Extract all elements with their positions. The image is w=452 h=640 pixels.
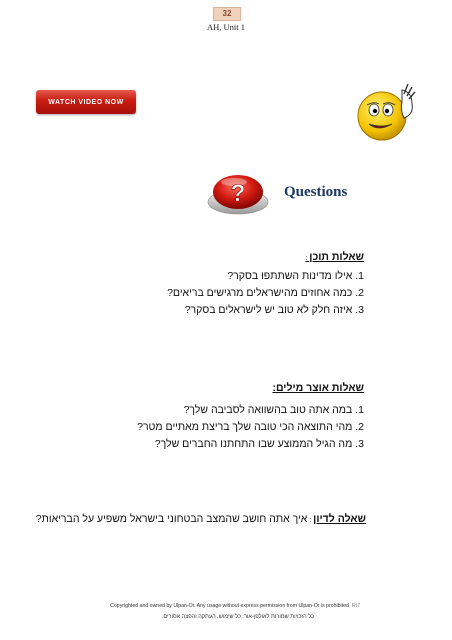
- discussion-label: שאלה לדיון: [313, 513, 366, 525]
- content-questions-list: [167, 268, 364, 319]
- content-questions-heading: שאלות תוכן :: [305, 251, 364, 263]
- footer-code: RI7: [351, 603, 360, 609]
- watch-video-button[interactable]: WATCH VIDEO NOW: [36, 90, 136, 114]
- questions-title: Questions: [284, 184, 348, 200]
- footer-copyright-he: כל הזכויות שמורות לאולפן-אור. כל שימוש, העתקה והפצה אסורים.: [161, 614, 314, 620]
- page-number-badge: 32: [213, 7, 241, 21]
- list-item: 3. מה הגיל הממוצע שבו התחתנו החברים שלך?: [154, 438, 364, 450]
- list-item: 1. במה אתה טוב בהשוואה לסביבה שלך?: [183, 404, 364, 416]
- list-item: 3. איזה חלק לא טוב יש לישראלים בסקר?: [184, 304, 364, 316]
- unit-label: AH, Unit 1: [206, 22, 245, 32]
- list-item: 1. אילו מדינות השתתפו בסקר?: [227, 270, 364, 282]
- footer-copyright-en: Copyrighted and owned by Ulpan-Or. Any usage without express permission from Ulpan-Or is prohibited RI7: [110, 603, 360, 609]
- list-item: 2. כמה אחוזים מהישראלים מרגישים בריאים?: [167, 287, 364, 299]
- vocabulary-questions-heading: שאלות אוצר מילים:: [272, 382, 364, 394]
- waving-smiley-icon: [352, 80, 418, 146]
- vocabulary-questions-list: [137, 402, 364, 453]
- list-item: 2. מהי התוצאה הכי טובה שלך בריצת מאתיים מטר?: [137, 421, 364, 433]
- discussion-text: איך אתה חושב שהמצב הבטחוני בישראל משפיע על הבריאות?: [35, 513, 308, 525]
- discussion-question: שאלה לדיון : איך אתה חושב שהמצב הבטחוני בישראל משפיע על הבריאות?: [35, 513, 366, 525]
- svg-text:?: ?: [230, 180, 246, 207]
- question-mark-button-icon: [206, 168, 270, 216]
